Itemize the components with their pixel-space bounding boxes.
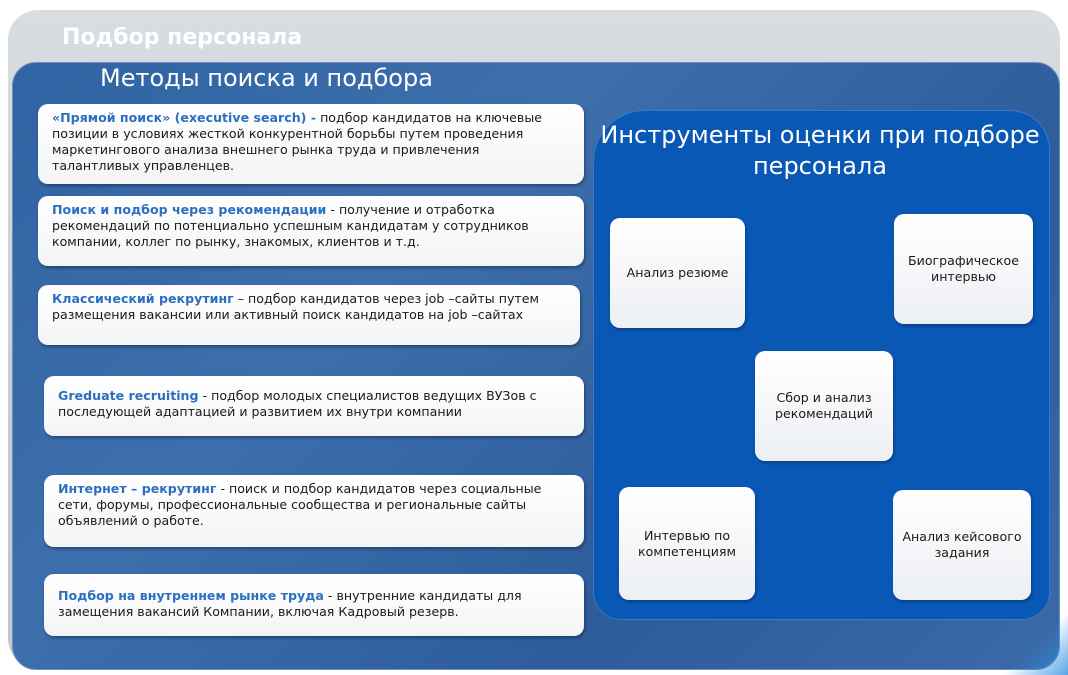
method-description: - поиск и подбор кандидатов через социальные сети, форумы, профессиональные сообщества и региональные сайты объявлений о работе. (58, 481, 542, 528)
tool-referral-analysis: Сбор и анализ рекомендаций (755, 351, 893, 461)
method-description: - подбор молодых специалистов ведущих ВУЗов с последующей адаптацией и развитием их внутри компании (58, 388, 537, 419)
page-title: Подбор персонала (62, 25, 303, 50)
method-description: - внутренние кандидаты для замещения вакансий Компании, включая Кадровый резерв. (58, 588, 522, 619)
method-heading: Подбор на внутреннем рынке труда (58, 588, 324, 603)
methods-title: Методы поиска и подбора (100, 64, 433, 92)
tool-resume-analysis: Анализ резюме (610, 218, 745, 328)
method-heading: Поиск и подбор через рекомендации (52, 202, 327, 217)
method-heading: Классический рекрутинг (52, 291, 234, 306)
tool-case-analysis: Анализ кейсового задания (893, 490, 1031, 600)
method-description: – подбор кандидатов через job –сайты путем размещения вакансии или активный поиск кандидатов на job –сайтах (52, 291, 540, 322)
tool-biographical-interview: Биографическое интервью (894, 214, 1033, 324)
method-description: - получение и отработка рекомендаций по потенциально успешным кандидатам у сотрудников компании, коллег по рынку, знакомых, клиентов и т.д. (52, 202, 529, 249)
method-card-executive-search (38, 104, 584, 184)
tool-competency-interview: Интервью по компетенциям (619, 487, 755, 600)
method-heading: Интернет – рекрутинг (58, 481, 217, 496)
tools-title: Инструменты оценки при подборе персонала (600, 121, 1040, 180)
method-heading: Greduate recruiting (58, 388, 199, 403)
method-card-referrals (38, 196, 584, 266)
method-card-internet-recruiting (44, 475, 584, 547)
method-card-internal-market (44, 574, 584, 636)
method-card-classic-recruiting (38, 285, 580, 345)
method-card-graduate-recruiting (44, 376, 584, 436)
method-heading: «Прямой поиск» (executive search) - (52, 110, 317, 125)
method-description: подбор кандидатов на ключевые позиции в условиях жесткой конкурентной борьбы путем проведения маркетингового анализа внешнего рынка труда и привлечения талантливых управленцев. (52, 110, 543, 173)
